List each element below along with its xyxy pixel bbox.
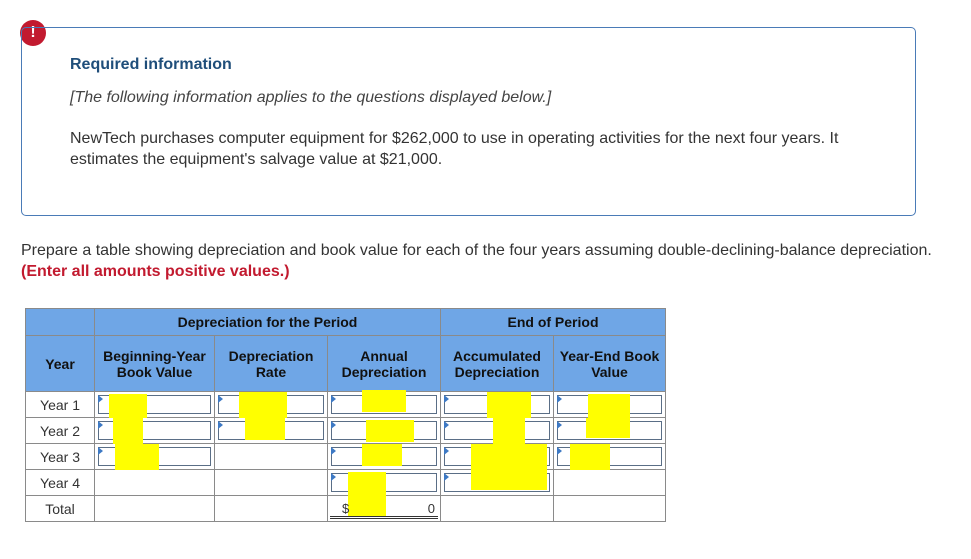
highlight-mark (239, 392, 287, 418)
info-title: Required information (70, 56, 232, 73)
year-end-input-year2[interactable] (554, 418, 666, 444)
annual-input-year3[interactable] (328, 444, 441, 470)
total-underline (330, 516, 438, 519)
table-row (26, 444, 666, 470)
alert-icon: ! (20, 20, 46, 46)
row-label: Total (26, 496, 95, 522)
year-end-cell-year4 (554, 470, 666, 496)
info-note: [The following information applies to the questions displayed below.] (70, 89, 552, 106)
highlight-mark (487, 392, 531, 418)
beginning-cell-year4 (95, 470, 215, 496)
annual-total-cell (328, 496, 441, 522)
year-end-total-cell (554, 496, 666, 522)
highlight-mark (570, 444, 610, 470)
row-label: Year 3 (26, 444, 95, 470)
highlight-mark (362, 444, 402, 466)
table-row (26, 392, 666, 418)
accumulated-input-year4[interactable] (441, 470, 554, 496)
beginning-input-year1[interactable] (95, 392, 215, 418)
row-label: Year 4 (26, 470, 95, 496)
rate-input-year1[interactable] (215, 392, 328, 418)
depreciation-table (25, 308, 666, 522)
highlight-mark (113, 418, 143, 444)
info-text: NewTech purchases computer equipment for $262,000 to use in operating activities for the next four years. It estimates the equipment's salvage value at $21,000. (70, 130, 839, 168)
header-end-group: End of Period (441, 309, 666, 336)
rate-total-cell (215, 496, 328, 522)
highlight-mark (115, 444, 159, 470)
rate-cell-year3 (215, 444, 328, 470)
rate-input-year2[interactable] (215, 418, 328, 444)
table-row-total (26, 496, 666, 522)
highlight-mark (245, 418, 285, 440)
year-end-input-year3[interactable] (554, 444, 666, 470)
highlight-mark (362, 390, 406, 412)
required-information-box (21, 27, 916, 216)
highlight-mark (471, 466, 547, 490)
prompt-text: Prepare a table showing depreciation and book value for each of the four years assuming double-declining-balance depreciation. (21, 242, 932, 259)
annual-input-year2[interactable] (328, 418, 441, 444)
header-period-group: Depreciation for the Period (95, 309, 441, 336)
highlight-mark (588, 394, 630, 418)
table-row (26, 470, 666, 496)
accumulated-input-year2[interactable] (441, 418, 554, 444)
year-end-input-year1[interactable] (554, 392, 666, 418)
highlight-mark (366, 420, 414, 442)
row-label: Year 1 (26, 392, 95, 418)
question-prompt (21, 240, 951, 282)
header-annual-depreciation: Annual Depreciation (328, 336, 441, 392)
highlight-mark (348, 490, 386, 516)
header-year-end-book-value: Year-End Book Value (554, 336, 666, 392)
header-year: Year (26, 336, 95, 392)
annual-depreciation-total: 0 (427, 501, 435, 516)
highlight-mark (586, 418, 630, 438)
highlight-mark (109, 394, 147, 418)
beginning-input-year2[interactable] (95, 418, 215, 444)
header-accumulated-depreciation: Accumulated Depreciation (441, 336, 554, 392)
currency-symbol: $ (342, 501, 350, 516)
row-label: Year 2 (26, 418, 95, 444)
accumulated-input-year1[interactable] (441, 392, 554, 418)
annual-input-year1[interactable] (328, 392, 441, 418)
beginning-total-cell (95, 496, 215, 522)
rate-cell-year4 (215, 470, 328, 496)
beginning-input-year3[interactable] (95, 444, 215, 470)
header-beginning-book-value: Beginning-Year Book Value (95, 336, 215, 392)
table-row (26, 418, 666, 444)
highlight-mark (493, 418, 525, 444)
accumulated-total-cell (441, 496, 554, 522)
header-depreciation-rate: Depreciation Rate (215, 336, 328, 392)
header-blank (26, 309, 95, 336)
prompt-emphasis: (Enter all amounts positive values.) (21, 263, 290, 280)
